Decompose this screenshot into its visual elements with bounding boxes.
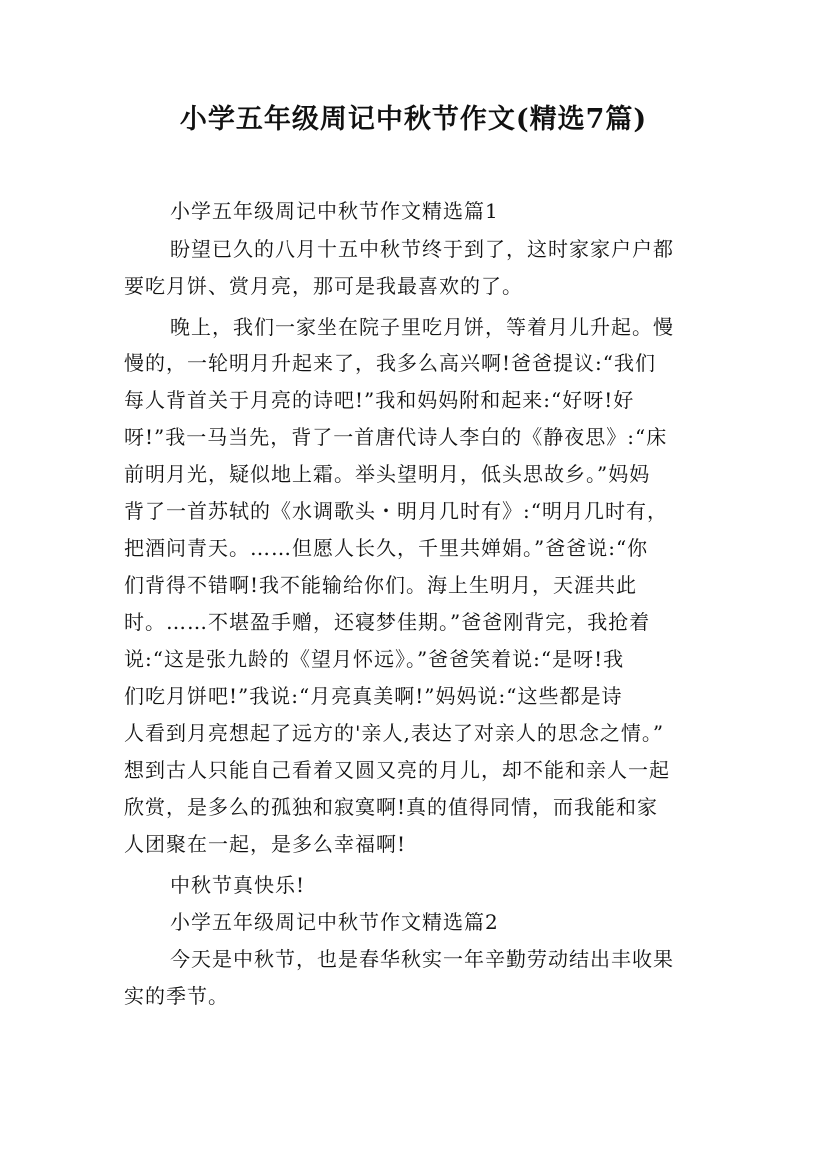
paragraph-line: 慢的，一轮明月升起来了，我多么高兴啊!爸爸提议:“我们	[124, 351, 656, 375]
paragraph-line: 今天是中秋节，也是春华秋实一年辛勤劳动结出丰收果	[170, 947, 674, 971]
paragraph-line: 说:“这是张九龄的《望月怀远》。”爸爸笑着说:“是呀!我	[124, 647, 625, 671]
paragraph-line: 呀!”我一马当先，背了一首唐代诗人李白的《静夜思》:“床	[124, 425, 668, 449]
paragraph-line: 人看到月亮想起了远方的'亲人,表达了对亲人的思念之情。”	[124, 721, 665, 745]
section-heading-1: 小学五年级周记中秋节作文精选篇1	[170, 199, 499, 223]
paragraph-line: 们背得不错啊!我不能输给你们。海上生明月，天涯共此	[124, 573, 638, 597]
paragraph-line: 欣赏，是多么的孤独和寂寞啊!真的值得同情，而我能和家	[124, 795, 659, 819]
paragraph-line: 要吃月饼、赏月亮，那可是我最喜欢的了。	[124, 274, 523, 298]
paragraph-line: 实的季节。	[124, 984, 229, 1008]
paragraph-line: 前明月光，疑似地上霜。举头望明月，低头思故乡。”妈妈	[124, 462, 651, 486]
paragraph-line: 们吃月饼吧!”我说:“月亮真美啊!”妈妈说:“这些都是诗	[124, 684, 623, 708]
paragraph-line: 背了一首苏轼的《水调歌头・明月几时有》:“明月几时有，	[124, 499, 668, 523]
paragraph-line: 中秋节真快乐!	[170, 873, 306, 897]
document-title: 小学五年级周记中秋节作文(精选7篇)	[179, 104, 648, 135]
paragraph-line: 时。……不堪盈手赠，还寝梦佳期。”爸爸刚背完，我抢着	[124, 610, 651, 634]
paragraph-line: 把酒问青天。……但愿人长久，千里共婵娟。”爸爸说:“你	[124, 536, 649, 560]
paragraph-line: 盼望已久的八月十五中秋节终于到了，这时家家户户都	[170, 237, 674, 261]
paragraph-line: 人团聚在一起，是多么幸福啊!	[124, 832, 407, 856]
paragraph-line: 想到古人只能自己看着又圆又亮的月儿，却不能和亲人一起	[124, 758, 670, 782]
paragraph-line: 晚上，我们一家坐在院子里吃月饼，等着月儿升起。慢	[170, 315, 674, 339]
section-heading-2: 小学五年级周记中秋节作文精选篇2	[170, 910, 499, 934]
paragraph-line: 每人背首关于月亮的诗吧!”我和妈妈附和起来:“好呀!好	[124, 388, 635, 412]
